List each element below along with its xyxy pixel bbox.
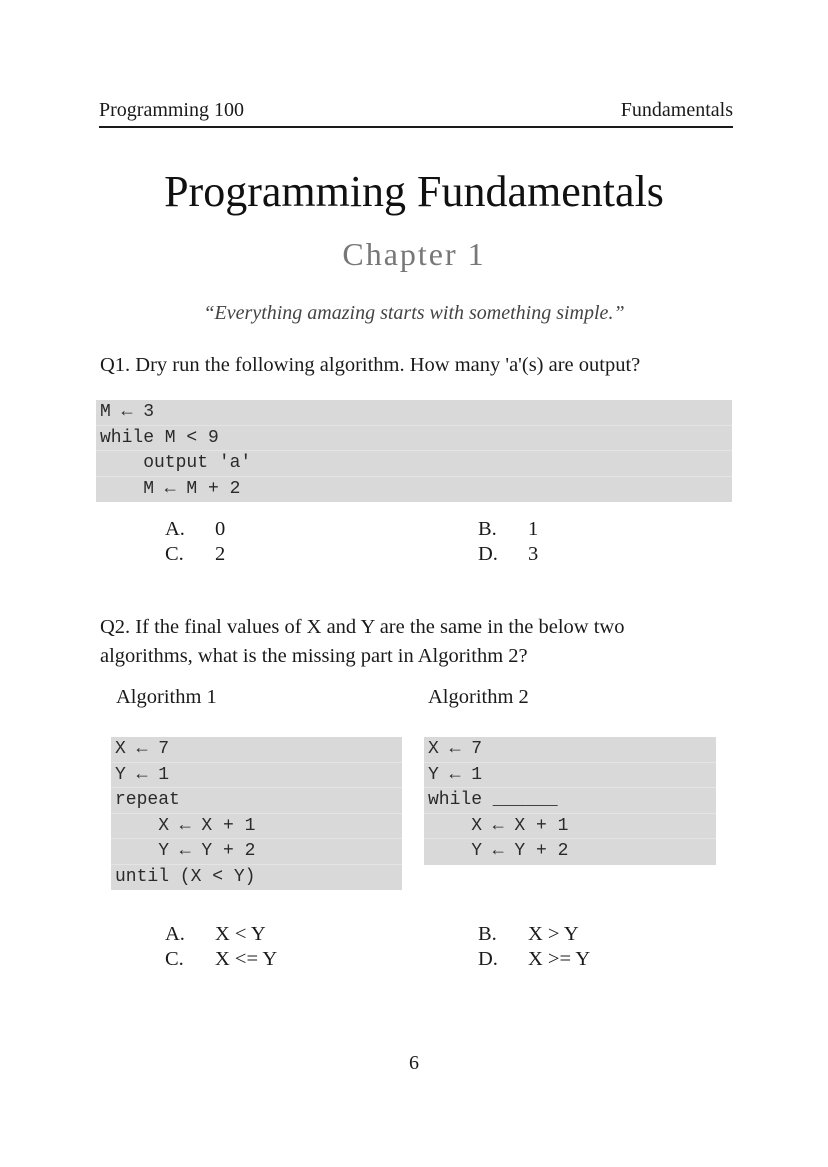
code-line: X ← X + 1 <box>424 814 716 840</box>
question-2-text <box>100 613 730 671</box>
code-line: while M < 9 <box>96 426 732 452</box>
question-2-line-1: Q2. If the final values of X and Y are the same in the below two <box>100 616 625 638</box>
algorithm-1-code-block <box>111 737 402 890</box>
code-line: M ← 3 <box>96 400 732 426</box>
option-value: X > Y <box>528 923 579 945</box>
option-value: 1 <box>528 518 539 540</box>
q1-code-block <box>96 400 732 502</box>
code-line: X ← 7 <box>424 737 716 763</box>
code-line: M ← M + 2 <box>100 478 241 499</box>
page-header <box>99 98 733 128</box>
code-line: X ← 7 <box>111 737 402 763</box>
q2-option-c <box>165 947 277 972</box>
code-line: X ← X + 1 <box>111 814 402 840</box>
chapter-quote: “Everything amazing starts with something simple.” <box>203 302 625 324</box>
option-letter: A. <box>165 518 185 540</box>
code-line: until (X < Y) <box>115 866 256 887</box>
q1-option-a <box>165 517 225 542</box>
option-letter: B. <box>478 518 497 540</box>
page-title: Programming Fundamentals <box>164 167 664 216</box>
option-letter: C. <box>165 543 184 565</box>
page-number: 6 <box>409 1052 419 1074</box>
option-value: X < Y <box>215 923 266 945</box>
algorithm-2-code-block <box>424 737 716 865</box>
question-2-line-2: algorithms, what is the missing part in Algorithm 2? <box>100 645 528 667</box>
option-letter: D. <box>478 543 498 565</box>
q1-option-b <box>478 517 538 542</box>
header-course: Programming 100 <box>99 99 244 121</box>
chapter-subtitle: Chapter 1 <box>342 236 486 272</box>
code-line: while ______ <box>424 788 716 814</box>
option-value: 0 <box>215 518 226 540</box>
q1-option-c <box>165 542 225 567</box>
option-value: X >= Y <box>528 948 591 970</box>
code-line: Y ← 1 <box>111 763 402 789</box>
option-letter: C. <box>165 948 184 970</box>
option-value: 3 <box>528 543 539 565</box>
code-line: Y ← Y + 2 <box>428 841 569 861</box>
q2-option-d <box>478 947 590 972</box>
algorithm-2-label: Algorithm 2 <box>428 686 529 708</box>
code-line: Y ← 1 <box>424 763 716 789</box>
option-letter: B. <box>478 923 497 945</box>
code-line: repeat <box>111 788 402 814</box>
q2-option-a <box>165 922 266 947</box>
q2-option-b <box>478 922 579 947</box>
option-letter: A. <box>165 923 185 945</box>
code-line: Y ← Y + 2 <box>111 839 402 865</box>
algorithm-1-label: Algorithm 1 <box>116 686 217 708</box>
code-line: output 'a' <box>96 451 732 477</box>
question-1-text: Q1. Dry run the following algorithm. How many 'a'(s) are output? <box>100 354 641 376</box>
option-value: 2 <box>215 543 226 565</box>
q1-option-d <box>478 542 538 567</box>
option-letter: D. <box>478 948 498 970</box>
header-section: Fundamentals <box>620 99 733 121</box>
option-value: X <= Y <box>215 948 278 970</box>
